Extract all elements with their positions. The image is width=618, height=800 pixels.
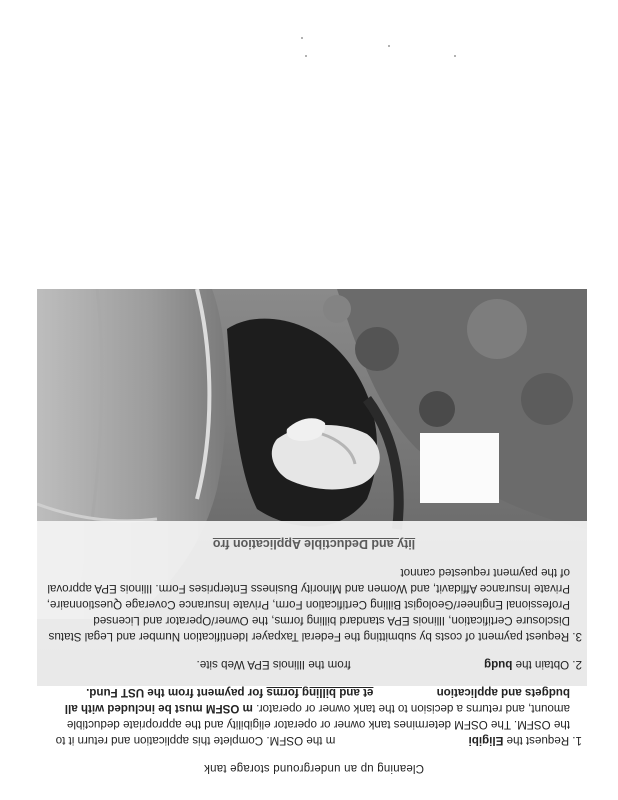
budget-billing-link[interactable]: et and billing forms (266, 686, 374, 699)
instruction-item-1: 1. Request the Eligibi m the OSFM. Complete this application and return it to the OSFM. The OSFM determines tank owner or operator eligibility and the appropriate deductible amount, and returns a decision to the tank owner or operator. m OSFM must be included with all budgets and application et and billing forms for payment from the UST Fund. (55, 686, 582, 747)
scan-speck (454, 55, 456, 57)
eligibility-fragment: Eligibi (468, 734, 504, 747)
scan-speck (305, 55, 307, 57)
instructions-block (46, 521, 582, 776)
scan-speck (301, 37, 303, 39)
scan-speck (388, 45, 390, 47)
instruction-item-2: 2. Obtain the budg from the Illinois EPA Web site. (196, 658, 582, 671)
photo-glare-patch (420, 433, 499, 503)
application-heading-fragment: lity and Deductible Application fro (212, 537, 416, 551)
instruction-item-3: 3. Request payment of costs by submitting the Federal Taxpayer Identification Number and Legal Status Disclosure Certification, Illinois EPA standard billing forms, the Owner/Operator and Licensed Professional Engineer/Geologist Billing Certification Form, Private Insurance Coverage Questionnaire, Private Insurance Affidavit, and Women and Minority Business Enterprises Form. Illinois EPA approval of the payment requested cannot (46, 566, 582, 643)
photo-caption: Cleaning up an underground storage tank (203, 762, 425, 774)
